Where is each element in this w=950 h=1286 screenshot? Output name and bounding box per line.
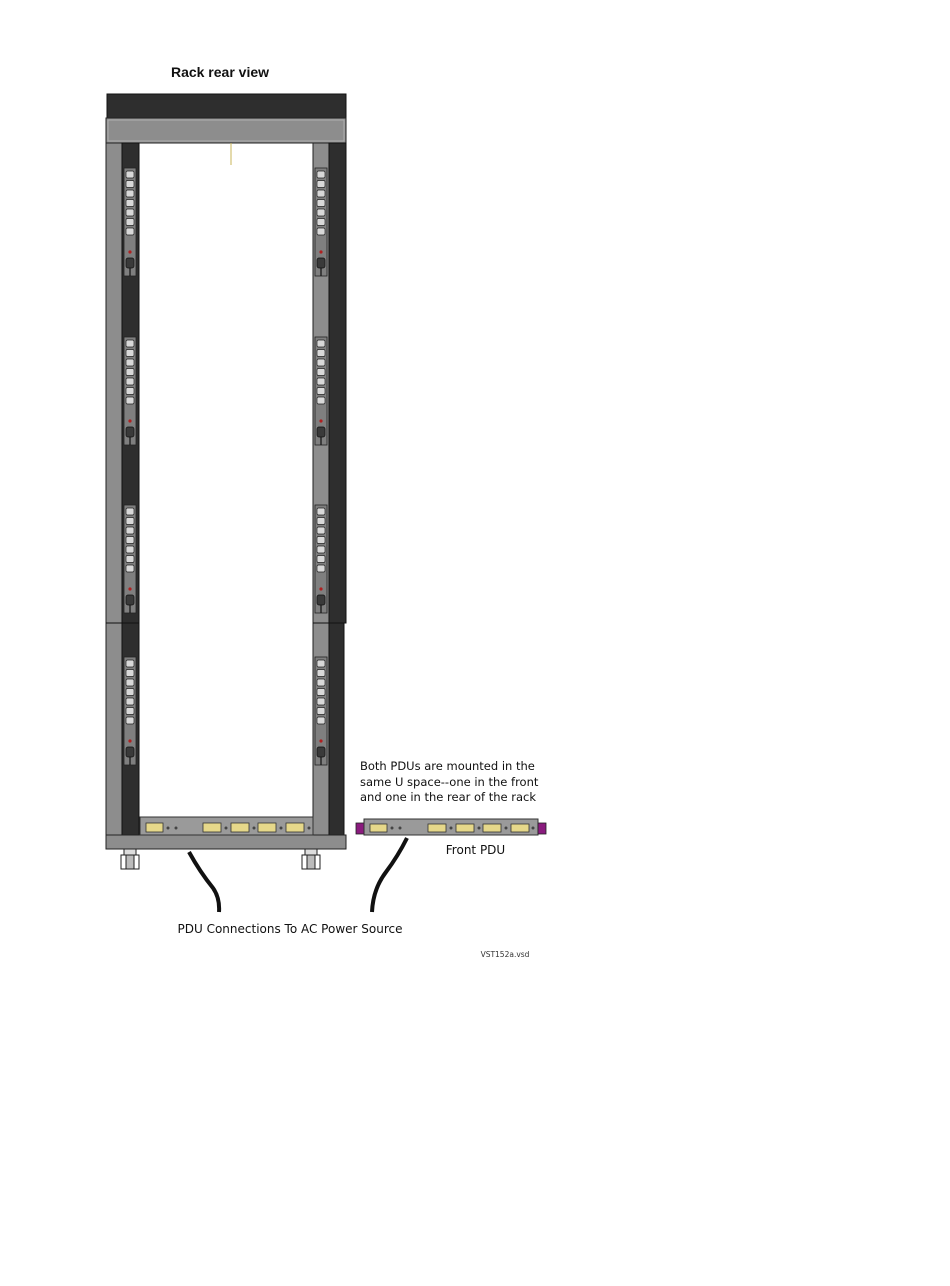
outlet-icon [126,698,134,705]
outlet-icon [126,708,134,715]
vertical-pdu-strip [315,337,327,445]
breaker-icon [203,823,221,832]
outlet-icon [126,527,134,534]
outlet-icon [317,518,325,525]
outlet-icon [317,508,325,515]
outlet-icon [317,747,325,757]
breaker-icon [231,823,249,832]
outlet-icon [317,228,325,235]
outlet-icon [317,200,325,207]
outlet-icon [126,556,134,563]
outlet-icon [317,181,325,188]
outlet-icon [317,556,325,563]
outlet-icon [317,527,325,534]
connection-label: PDU Connections To AC Power Source [177,922,403,936]
vertical-pdu-strip [124,337,136,445]
outlet-icon [126,670,134,677]
outlet-icon [126,200,134,207]
rear-pdu [140,817,313,835]
breaker-icon [258,823,276,832]
outlet-icon [317,717,325,724]
outlet-icon [317,190,325,197]
outlet-icon [317,369,325,376]
outlet-icon [317,171,325,178]
outlet-icon [126,689,134,696]
outlet-icon [126,660,134,667]
caster-wheel-icon [302,849,320,869]
left-outer-post [106,143,122,835]
outlet-icon [126,350,134,357]
outlet-icon [126,508,134,515]
rack-header-frame [106,118,346,143]
outlet-icon [126,181,134,188]
outlet-icon [126,369,134,376]
vertical-pdu-strip [315,657,327,765]
outlet-icon [126,219,134,226]
outlet-icon [317,258,325,268]
breaker-icon [428,824,446,832]
outlet-icon [317,660,325,667]
outlet-icon [317,546,325,553]
outlet-icon [126,209,134,216]
caster-wheel-icon [121,849,139,869]
outlet-icon [317,388,325,395]
outlet-icon [126,258,134,268]
outlet-icon [126,595,134,605]
outlet-icon [317,679,325,686]
outlet-icon [317,698,325,705]
outlet-icon [126,397,134,404]
outlet-icon [317,595,325,605]
front-pdu-label: Front PDU [445,843,506,857]
outlet-icon [126,190,134,197]
outlet-icon [126,518,134,525]
outlet-icon [126,171,134,178]
vertical-pdu-strip [124,505,136,613]
outlet-icon [317,708,325,715]
note-line: and one in the rear of the rack [360,790,537,804]
note-line: Both PDUs are mounted in the [360,759,535,773]
outlet-icon [126,565,134,572]
mounting-note [360,759,560,806]
breaker-icon [370,824,387,832]
outlet-icon [317,397,325,404]
outlet-icon [126,717,134,724]
breaker-icon [456,824,474,832]
outlet-icon [126,228,134,235]
outlet-icon [317,209,325,216]
note-line: same U space--one in the front [360,774,539,789]
outlet-icon [126,359,134,366]
file-name: VST152a.vsd [480,950,530,959]
outlet-icon [317,219,325,226]
outlet-icon [126,340,134,347]
outlet-icon [317,427,325,437]
outlet-icon [317,378,325,385]
breaker-icon [483,824,501,832]
outlet-icon [126,747,134,757]
outlet-icon [126,537,134,544]
outlet-icon [126,427,134,437]
pdu-end-cap [356,823,364,834]
outlet-icon [126,546,134,553]
power-cable-icon [189,852,219,912]
outlet-icon [126,679,134,686]
outlet-icon [317,565,325,572]
outlet-icon [126,388,134,395]
vertical-pdu-strip [315,505,327,613]
vertical-pdu-strip [124,657,136,765]
outlet-icon [317,359,325,366]
vertical-pdu-strip [315,168,327,276]
front-pdu [356,819,546,835]
vertical-pdu-strip [124,168,136,276]
rack-bottom-frame [106,835,346,849]
outlet-icon [317,670,325,677]
rack-top-cap [107,94,346,118]
breaker-icon [146,823,163,832]
outlet-icon [317,350,325,357]
power-cable-icon [372,838,407,912]
pdu-end-cap [538,823,546,834]
breaker-icon [286,823,304,832]
outlet-icon [317,537,325,544]
right-outer-post [329,143,346,623]
outlet-icon [126,378,134,385]
outlet-icon [317,340,325,347]
outlet-icon [317,689,325,696]
diagram-title: Rack rear view [170,64,270,80]
breaker-icon [511,824,529,832]
